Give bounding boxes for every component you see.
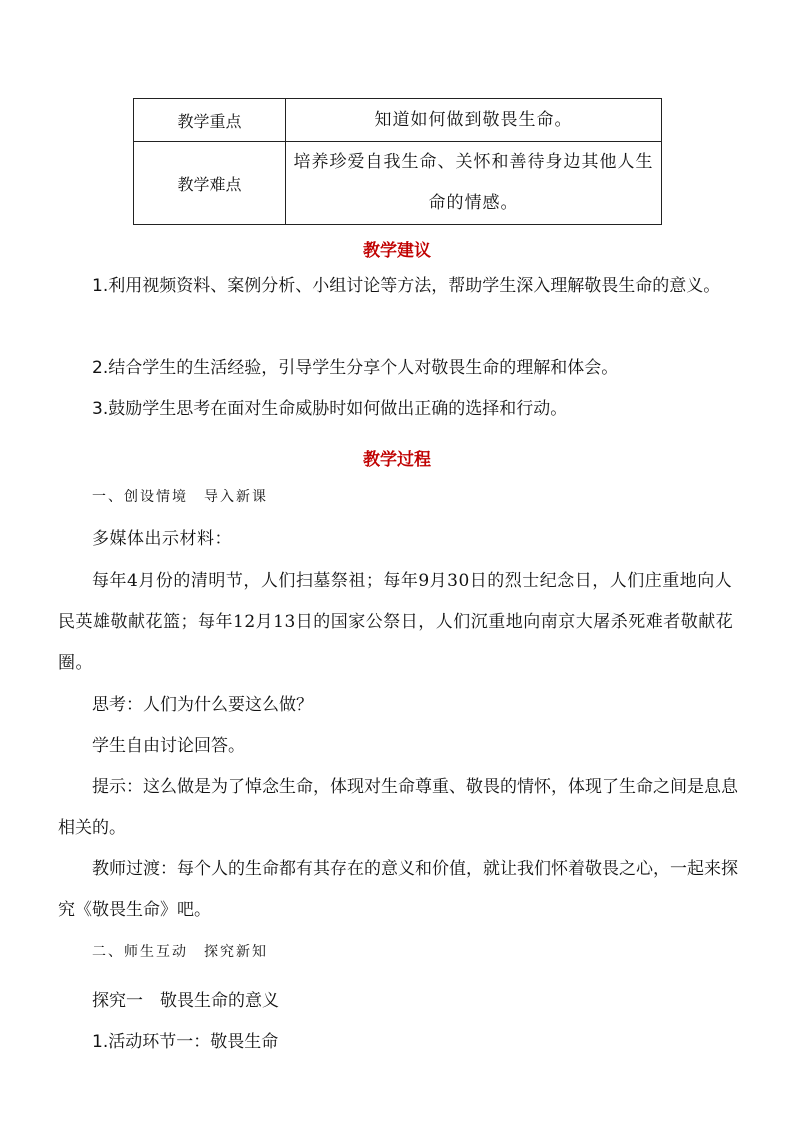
key-point-value: 知道如何做到敬畏生命。: [286, 99, 662, 142]
section-2-title: 二、师生互动 探究新知: [92, 944, 268, 960]
student-answer: 学生自由讨论回答。: [92, 736, 245, 756]
difficulty-value: 培养珍爱自我生命、关怀和善待身边其他人生命的情感。: [286, 142, 662, 225]
suggestion-item-1: 1.利用视频资料、案例分析、小组讨论等方法，帮助学生深入理解敬畏生命的意义。: [92, 276, 721, 296]
explore-1-title: 探究一 敬畏生命的意义: [92, 991, 279, 1011]
suggestion-item-2: 2.结合学生的生活经验，引导学生分享个人对敬畏生命的理解和体会。: [92, 358, 619, 378]
table-row: [134, 99, 662, 142]
teaching-goals-table: [133, 98, 662, 225]
process-heading: 教学过程: [363, 450, 431, 470]
key-point-label: 教学重点: [134, 99, 286, 142]
activity-1-title: 1.活动环节一：敬畏生命: [92, 1032, 279, 1052]
suggestions-heading: 教学建议: [363, 241, 431, 261]
table-row: [134, 142, 662, 225]
material-text: 每年4月份的清明节，人们扫墓祭祖；每年9月30日的烈士纪念日，人们庄重地向人民英雄敬献花篮；每年12月13日的国家公祭日，人们沉重地向南京大屠杀死难者敬献花圈。: [58, 571, 734, 673]
teacher-transition: 教师过渡：每个人的生命都有其存在的意义和价值，就让我们怀着敬畏之心，一起来探究《敬畏生命》吧。: [58, 859, 738, 920]
difficulty-label: 教学难点: [134, 142, 286, 225]
section-1-title: 一、创设情境 导入新课: [92, 489, 268, 505]
material-intro: 多媒体出示材料：: [92, 529, 232, 549]
think-question: 思考：人们为什么要这么做？: [92, 695, 313, 715]
hint-text: 提示：这么做是为了悼念生命，体现对生命尊重、敬畏的情怀，体现了生命之间是息息相关的。: [58, 777, 738, 838]
suggestion-item-3: 3.鼓励学生思考在面对生命威胁时如何做出正确的选择和行动。: [92, 399, 568, 419]
